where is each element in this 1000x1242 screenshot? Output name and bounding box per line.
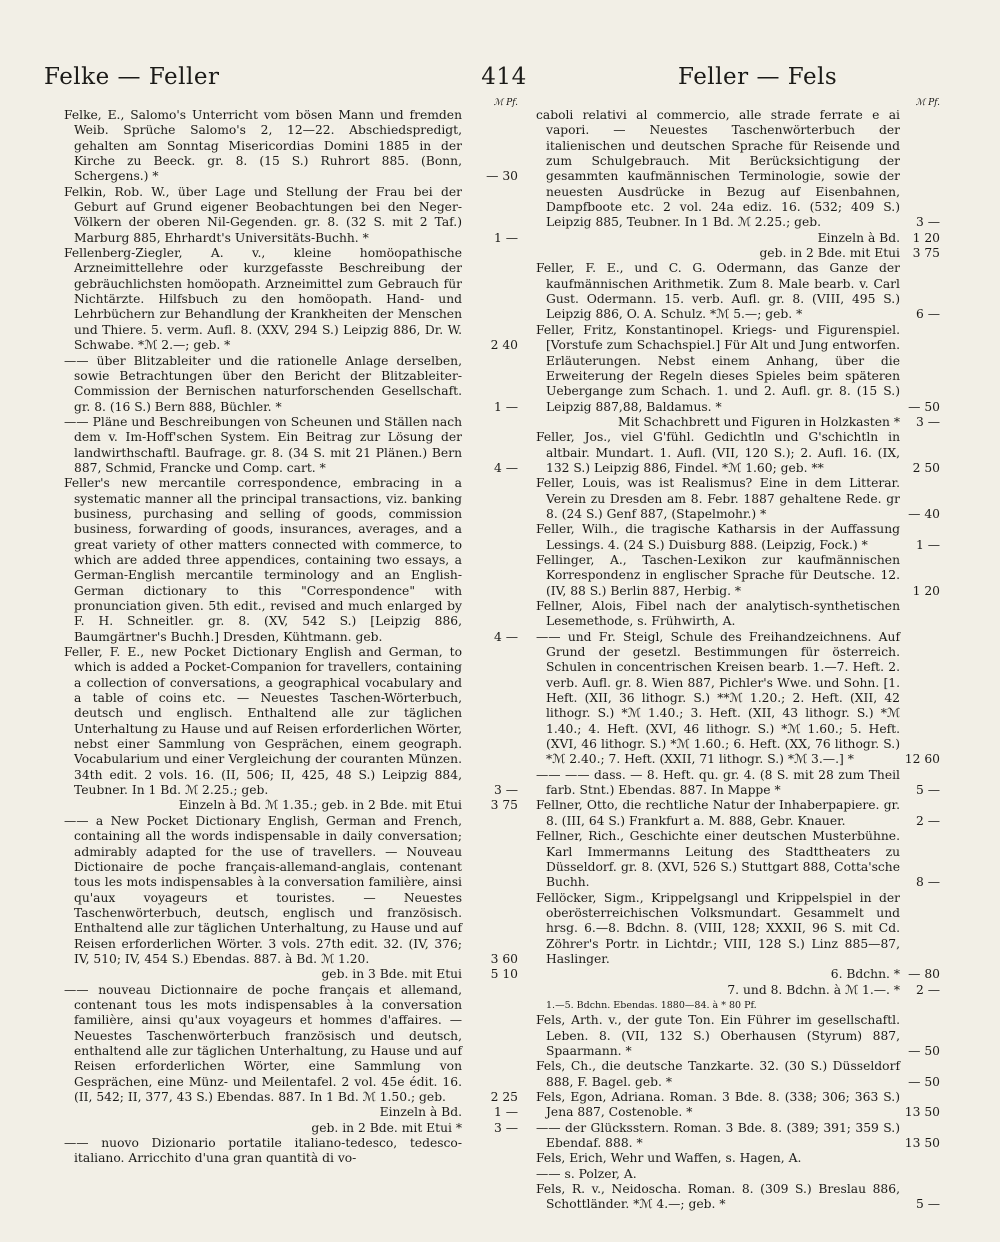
entry-text: Mit Schachbrett und Figuren in Holzkasten * bbox=[617, 414, 900, 429]
catalog-entry bbox=[64, 476, 518, 645]
left-entry-list bbox=[64, 108, 518, 1167]
catalog-entry bbox=[536, 476, 940, 522]
catalog-entry bbox=[536, 891, 940, 968]
entry-text: Feller, Fritz, Konstantinopel. Kriegs- und Figurenspiel. [Vorstufe zum Schachspiel.] Für Alt und Jung entworfen. Erläuterungen. Nebst einem Anhang, über die Erweiterung der Regeln dieses Spieles beim späteren Uebergange zum Schach. 1. und 2. Aufl. gr. 8. (15 S.) Leipzig 887,88, Baldamus. * bbox=[536, 322, 900, 414]
entry-price: — 30 bbox=[486, 169, 518, 184]
entry-text: Fels, Arth. v., der gute Ton. Ein Führer im gesellschaftl. Leben. 8. (VII, 132 S.) Oberhausen (Styrum) 887, Spaarmann. * bbox=[536, 1013, 900, 1058]
entry-text: 7. und 8. Bdchn. à ℳ 1.—. * bbox=[727, 982, 900, 997]
entry-price: 3 75 bbox=[490, 798, 518, 813]
running-head-left: Felke — Feller bbox=[44, 64, 220, 90]
catalog-entry bbox=[536, 108, 940, 231]
entry-price: 4 — bbox=[493, 629, 518, 644]
sub-entry bbox=[64, 1105, 518, 1120]
price-column-heading: ℳ Pf. bbox=[493, 98, 518, 108]
entry-text: —— nuovo Dizionario portatile italiano-tedesco, tedesco-italiano. Arricchito d'una gran quantità di vo- bbox=[64, 1136, 462, 1166]
entry-text: Feller's new mercantile correspondence, embracing in a systematic manner all the principal transactions, viz. banking business, purchasing and selling of goods, commission business, forwarding of goods, insurances, averages, and a great variety of other matters connected with commerce, to which are added three appendices, containing two essays, a German-English mercantile terminology and an English-German dictionary to this "Correspondence" with pronunciation given. 5th edit., revised and much enlarged by F. H. Schneitler. gr. 8. (XV, 542 S.) [Leipzig 886, Baumgärtner's Buchh.] Dresden, Kühtmann. geb. bbox=[64, 476, 462, 644]
catalog-entry bbox=[64, 354, 518, 415]
entry-text: 6. Bdchn. * bbox=[830, 967, 900, 982]
catalog-entry bbox=[536, 768, 940, 799]
sub-entry bbox=[536, 246, 940, 261]
entry-text: —— über Blitzableiter und die rationelle Anlage derselben, sowie Betrachtungen über den Bericht der Blitzableiter-Commission der Bernischen naturforschenden Gesellschaft. gr. 8. (16 S.) Bern 888, Büchler. * bbox=[64, 353, 462, 414]
entry-text: Felke, E., Salomo's Unterricht vom bösen Mann und fremden Weib. Sprüche Salomo's 2, 12—22. Abschiedspredigt, gehalten am Sonntag Misericordias Domini 1885 in der Kirche zu Beeck. gr. 8. (15 S.) Ruhrort 885. (Bonn, Schergens.) * bbox=[64, 108, 462, 184]
catalog-entry bbox=[536, 1121, 940, 1152]
entry-price: 13 50 bbox=[904, 1105, 940, 1120]
entry-text: —— Pläne und Beschreibungen von Scheunen und Ställen nach dem v. Im-Hoff'schen System. Ein Beitrag zur Lösung der landwirthschaftl. Baufrage. gr. 8. (34 S. mit 21 Plänen.) Bern 887, Schmid, Francke und Comp. cart. * bbox=[64, 414, 462, 475]
catalog-entry bbox=[536, 1059, 940, 1090]
catalog-entry bbox=[536, 1090, 940, 1121]
catalog-entry bbox=[536, 630, 940, 768]
entry-text: Fels, R. v., Neidoscha. Roman. 8. (309 S.) Breslau 886, Schottländer. *ℳ 4.—; geb. * bbox=[536, 1182, 900, 1212]
entry-price: 4 — bbox=[493, 460, 518, 475]
sub-entry bbox=[536, 983, 940, 998]
entry-price: 3 — bbox=[915, 414, 940, 429]
entry-text: Einzeln à Bd. bbox=[379, 1105, 462, 1120]
entry-text: Feller, F. E., und C. G. Odermann, das Ganze der kaufmännischen Arithmetik. Zum 8. Male bearb. v. Carl Gust. Odermann. 15. verb. Aufl. gr. 8. (VIII, 495 S.) Leipzig 886, O. A. Schulz. *ℳ 5.—; geb. * bbox=[536, 261, 900, 322]
entry-price: 8 — bbox=[915, 875, 940, 890]
entry-text: Fels, Ch., die deutsche Tanzkarte. 32. (30 S.) Düsseldorf 888, F. Bagel. geb. * bbox=[536, 1059, 900, 1089]
entry-text: Feller, F. E., new Pocket Dictionary English and German, to which is added a Pocket-Companion for travellers, containing a collection of conversations, a geographical vocabulary and a table of coins etc. — Neuestes Taschen-Wörterbuch, deutsch und englisch. Enthaltend alle zur täglichen Unterhaltung zu Hause und auf Reisen erforderlichen Wörter, nebst einer Sammlung von Gesprächen, einem geograph. Vocabularium und einer Vergleichung der couranten Münzen. 34th edit. 2 vols. 16. (II, 506; II, 425, 48 S.) Leipzig 884, Teubner. In 1 Bd. ℳ 2.25.; geb. bbox=[64, 645, 462, 798]
catalog-entry bbox=[64, 1136, 518, 1167]
entry-text: Fellöcker, Sigm., Krippelgsangl und Krippelspiel in der oberösterreichischen Volksmundart. Gesammelt und hrsg. 6.—8. Bdchn. 8. (VIII, 128; XXXII, 96 S. mit Cd. Zöhrer's Portr. in Lichtdr.; VIII, 128 S.) Linz 885—87, Haslinger. bbox=[536, 890, 900, 966]
entry-price: 6 — bbox=[915, 307, 940, 322]
catalog-entry bbox=[536, 1151, 940, 1166]
entry-text: geb. in 2 Bde. mit Etui * bbox=[311, 1120, 462, 1135]
entry-price: — 80 bbox=[908, 967, 940, 982]
sub-entry bbox=[64, 1121, 518, 1136]
entry-price: 1 — bbox=[493, 1105, 518, 1120]
entry-price: 2 40 bbox=[490, 338, 518, 353]
catalog-entry bbox=[536, 553, 940, 599]
entry-text: 1.—5. Bdchn. Ebendas. 1880—84. à * 80 Pf. bbox=[546, 999, 757, 1011]
sub-entry bbox=[64, 967, 518, 982]
entry-price: — 40 bbox=[908, 506, 940, 521]
entry-price: 3 — bbox=[493, 1120, 518, 1135]
catalog-entry bbox=[536, 430, 940, 476]
entry-text: —— a New Pocket Dictionary English, German and French, containing all the words indispensable in daily conversation; admirably adapted for the use of travellers. — Nouveau Dictionaire de poche français-allemand-anglais, contenant tous les mots indispensables à la conversation familière, ainsi qu'aux voyageurs et touristes. — Neuestes Taschenwörterbuch, deutsch, englisch und französisch. Enthaltend alle zur täglichen Unterhaltung, zu Hause und auf Reisen erforderlichen Wörter. 3 vols. 27th edit. 32. (IV, 376; IV, 510; IV, 454 S.) Ebendas. 887. à Bd. ℳ 1.20. bbox=[64, 813, 462, 966]
catalog-entry bbox=[64, 415, 518, 476]
entry-price: 13 50 bbox=[904, 1136, 940, 1151]
left-column bbox=[64, 96, 518, 1167]
entry-price: 3 — bbox=[493, 783, 518, 798]
entry-price: 3 75 bbox=[912, 246, 940, 261]
entry-text: —— nouveau Dictionnaire de poche français et allemand, contenant tous les mots indispensables à la conversation familière, ainsi qu'aux voyageurs et hommes d'affaires. — Neuestes Taschenwörterbuch französisch und deutsch, enthaltend alle zur täglichen Unterhaltung, zu Hause und auf Reisen erforderlichen Wörter, eine Sammlung von Gesprächen, eine Münz- und Meilentafel. 2 vol. 45e édit. 16. (II, 542; II, 377, 43 S.) Ebendas. 887. In 1 Bd. ℳ 1.50.; geb. bbox=[64, 982, 462, 1104]
entry-text: Fellenberg-Ziegler, A. v., kleine homöopathische Arzneimittellehre oder kurzgefasste Beschreibung der gebräuchlichsten homöopath. Arzneimittel zum Gebrauch für Nichtärzte. Hilfsbuch zu den homöopath. Hand- und Lehrbüchern zur Behandlung der Krankheiten der Menschen und Thiere. 5. verm. Aufl. 8. (XXV, 294 S.) Leipzig 886, Dr. W. Schwabe. *ℳ 2.—; geb. * bbox=[64, 246, 462, 353]
catalog-entry bbox=[64, 814, 518, 967]
page-number: 414 bbox=[481, 64, 527, 90]
entry-price: 2 50 bbox=[912, 460, 940, 475]
right-column bbox=[536, 96, 940, 1213]
catalog-entry bbox=[536, 323, 940, 415]
running-head-right: Feller — Fels bbox=[678, 64, 838, 90]
entry-text: caboli relativi al commercio, alle strade ferrate e ai vapori. — Neuestes Taschenwörterbuch der italienischen und deutschen Sprache für Reisende und zum Schulgebrauch. Mit Berücksichtigung der gesammten kaufmännischen Terminologie, sowie der neuesten Ausdrücke in Bezug auf Eisenbahnen, Dampfboote etc. 2 vol. 24a ediz. 16. (532; 409 S.) Leipzig 885, Teubner. In 1 Bd. ℳ 2.25.; geb. bbox=[536, 108, 900, 230]
entry-price: 3 60 bbox=[490, 951, 518, 966]
sub-entry bbox=[536, 415, 940, 430]
entry-price: 1 — bbox=[493, 399, 518, 414]
entry-price: 2 — bbox=[915, 982, 940, 997]
entry-text: Fellinger, A., Taschen-Lexikon zur kaufmännischen Korrespondenz in englischer Sprache für Deutsche. 12. (IV, 88 S.) Berlin 887, Herbig. * bbox=[536, 552, 900, 598]
catalog-entry bbox=[64, 645, 518, 798]
entry-text: —— und Fr. Steigl, Schule des Freihandzeichnens. Auf Grund der gesetzl. Bestimmungen für österreich. Schulen in concentrischen Kreisen bearb. 1.—7. Heft. 2. verb. Aufl. gr. 8. Wien 887, Pichler's Wwe. und Sohn. [1. Heft. (XII, 36 lithogr. S.) **ℳ 1.20.; 2. Heft. (XII, 42 lithogr. S.) *ℳ 1.40.; 3. Heft. (XII, 43 lithogr. S.) *ℳ 1.40.; 4. Heft. (XVI, 46 lithogr. S.) *ℳ 1.60.; 5. Heft. (XVI, 46 lithogr. S.) *ℳ 1.60.; 6. Heft. (XX, 76 lithogr. S.) *ℳ 2.40.; 7. Heft. (XXII, 71 lithogr. S.) *ℳ 3.—.] * bbox=[536, 629, 900, 767]
catalog-entry bbox=[64, 108, 518, 185]
entry-price: — 50 bbox=[908, 1074, 940, 1089]
entry-price: 3 — bbox=[915, 215, 940, 230]
catalog-entry bbox=[536, 1013, 940, 1059]
catalog-entry bbox=[536, 798, 940, 829]
catalog-entry bbox=[536, 261, 940, 322]
entry-price: 5 10 bbox=[490, 967, 518, 982]
entry-text: —— der Glücksstern. Roman. 3 Bde. 8. (389; 391; 359 S.) Ebendaf. 888. * bbox=[536, 1120, 900, 1151]
price-column-heading: ℳ Pf. bbox=[915, 98, 940, 108]
catalog-entry bbox=[536, 599, 940, 630]
entry-text: Fellner, Rich., Geschichte einer deutschen Musterbühne. Karl Immermanns Leitung des Stadttheaters zu Düsseldorf. gr. 8. (XVI, 526 S.) Stuttgart 888, Cotta'sche Buchh. bbox=[536, 829, 900, 890]
entry-text: —— —— dass. — 8. Heft. qu. gr. 4. (8 S. mit 28 zum Theil farb. Stnt.) Ebendas. 887. In Mappe * bbox=[536, 767, 900, 798]
entry-text: Feller, Wilh., die tragische Katharsis in der Auffassung Lessings. 4. (24 S.) Duisburg 888. (Leipzig, Fock.) * bbox=[536, 522, 900, 552]
catalog-entry bbox=[536, 522, 940, 553]
entry-price: 5 — bbox=[915, 783, 940, 798]
entry-text: Feller, Jos., viel G'fühl. Gedichtln und G'schichtln in altbair. Mundart. 1. Aufl. (VII, 120 S.); 2. Aufl. 16. (IX, 132 S.) Leipzig 886, Findel. *ℳ 1.60; geb. ** bbox=[536, 430, 900, 475]
sub-entry bbox=[536, 231, 940, 246]
catalog-entry bbox=[536, 829, 940, 890]
entry-text: Einzeln à Bd. ℳ 1.35.; geb. in 2 Bde. mit Etui bbox=[178, 798, 462, 813]
entry-text: Feller, Louis, was ist Realismus? Eine in dem Litterar. Verein zu Dresden am 8. Febr. 1887 gehaltene Rede. gr 8. (24 S.) Genf 887, (Stapelmohr.) * bbox=[536, 476, 900, 521]
entry-text: Fellner, Alois, Fibel nach der analytisch-synthetischen Lesemethode, s. Frühwirth, A. bbox=[536, 599, 900, 629]
catalog-entry bbox=[64, 185, 518, 246]
entry-price: 1 20 bbox=[912, 583, 940, 598]
entry-price: — 50 bbox=[908, 1043, 940, 1058]
catalog-entry bbox=[536, 1182, 940, 1213]
entry-price: — 50 bbox=[908, 399, 940, 414]
entry-text: —— s. Polzer, A. bbox=[536, 1166, 637, 1181]
entry-text: Fels, Erich, Wehr und Waffen, s. Hagen, A. bbox=[536, 1151, 802, 1166]
right-entry-list bbox=[536, 108, 940, 1213]
catalog-entry bbox=[64, 246, 518, 353]
footnote-entry bbox=[536, 998, 940, 1013]
entry-price: 5 — bbox=[915, 1197, 940, 1212]
sub-entry bbox=[536, 967, 940, 982]
entry-text: Fels, Egon, Adriana. Roman. 3 Bde. 8. (338; 306; 363 S.) Jena 887, Costenoble. * bbox=[536, 1090, 900, 1120]
entry-text: Felkin, Rob. W., über Lage und Stellung der Frau bei der Geburt auf Grund eigener Beobachtungen bei den Neger-Völkern der oberen Nil-Gegenden. gr. 8. (32 S. mit 2 Taf.) Marburg 885, Ehrhardt's Universitäts-Buchh. * bbox=[64, 184, 462, 245]
entry-text: Einzeln à Bd. bbox=[817, 230, 900, 245]
entry-price: 1 — bbox=[915, 537, 940, 552]
entry-price: 12 60 bbox=[904, 752, 940, 767]
entry-price: 2 — bbox=[915, 813, 940, 828]
entry-text: Fellner, Otto, die rechtliche Natur der Inhaberpapiere. gr. 8. (III, 64 S.) Frankfurt a. M. 888, Gebr. Knauer. bbox=[536, 798, 900, 828]
catalog-entry bbox=[536, 1167, 940, 1182]
sub-entry bbox=[64, 798, 518, 813]
entry-price: 1 — bbox=[493, 230, 518, 245]
entry-text: geb. in 2 Bde. mit Etui bbox=[759, 246, 900, 261]
entry-price: 2 25 bbox=[490, 1090, 518, 1104]
entry-price: 1 20 bbox=[912, 230, 940, 245]
entry-text: geb. in 3 Bde. mit Etui bbox=[321, 967, 462, 982]
catalog-entry bbox=[64, 983, 518, 1106]
